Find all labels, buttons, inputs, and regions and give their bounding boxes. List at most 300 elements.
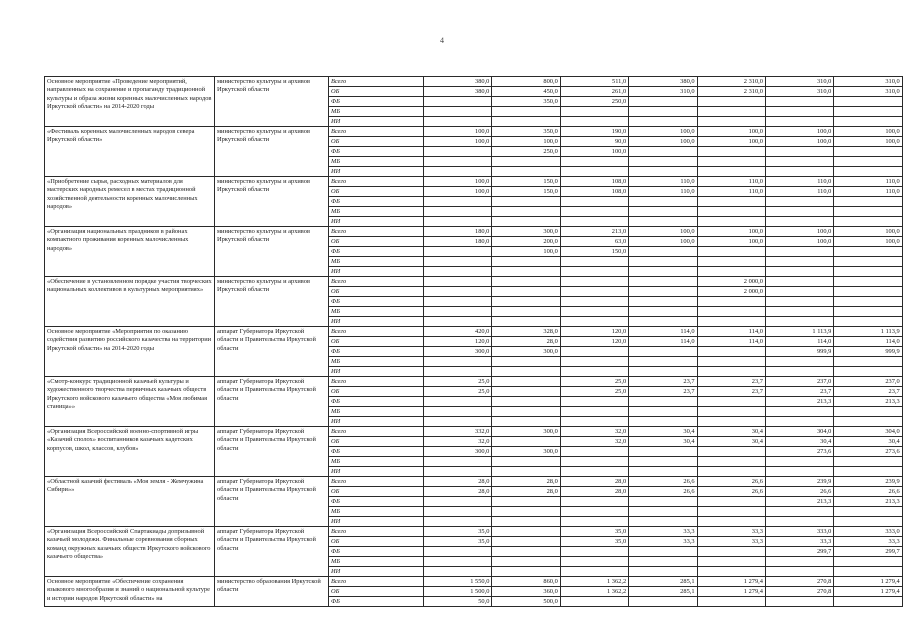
amount-cell	[765, 297, 833, 307]
amount-cell: 63,0	[560, 237, 628, 247]
amount-cell: 2 310,0	[697, 87, 765, 97]
amount-cell: 28,0	[492, 337, 560, 347]
amount-cell	[424, 567, 492, 577]
activity-name: Основное мероприятие «Обеспечение сохранения языкового многообразия и знаний о национальной культуре и истории народов Иркутской области» на	[45, 577, 215, 607]
amount-cell	[697, 307, 765, 317]
amount-cell: 114,0	[834, 337, 902, 347]
amount-cell	[560, 547, 628, 557]
amount-cell	[629, 217, 697, 227]
amount-cell	[424, 207, 492, 217]
amount-cell	[765, 597, 833, 607]
amount-cell: 350,0	[492, 127, 560, 137]
amount-cell	[629, 167, 697, 177]
activity-name: Основное мероприятие «Мероприятия по оказанию содействия развитию российского казачества на территории Иркутской области» на 2014-2020 годы	[45, 327, 215, 377]
amount-cell	[834, 457, 902, 467]
amount-cell: 35,0	[424, 537, 492, 547]
amount-cell: 285,1	[629, 587, 697, 597]
amount-cell: 237,0	[765, 377, 833, 387]
funding-source: МБ	[329, 557, 424, 567]
amount-cell	[765, 107, 833, 117]
amount-cell	[492, 527, 560, 537]
amount-cell	[834, 467, 902, 477]
funding-source: ИИ	[329, 217, 424, 227]
funding-source: Всего	[329, 327, 424, 337]
amount-cell	[629, 467, 697, 477]
funding-source: ИИ	[329, 467, 424, 477]
amount-cell	[697, 157, 765, 167]
amount-cell: 35,0	[560, 537, 628, 547]
funding-source: ОБ	[329, 337, 424, 347]
amount-cell	[560, 217, 628, 227]
responsible-organization: аппарат Губернатора Иркутской области и Правительства Иркутской области	[215, 477, 329, 527]
amount-cell: 25,0	[424, 387, 492, 397]
amount-cell	[492, 107, 560, 117]
funding-source: ИИ	[329, 167, 424, 177]
budget-table	[44, 76, 903, 607]
amount-cell: 150,0	[492, 177, 560, 187]
amount-cell	[492, 507, 560, 517]
amount-cell	[765, 167, 833, 177]
amount-cell	[697, 407, 765, 417]
funding-source: Всего	[329, 527, 424, 537]
activity-name: «Приобретение сырья, расходных материалов для мастерских народных ремесел в местах традиционной хозяйственной деятельности коренных малочисленных народов»	[45, 177, 215, 227]
amount-cell	[765, 157, 833, 167]
amount-cell	[424, 157, 492, 167]
amount-cell	[424, 147, 492, 157]
amount-cell	[765, 117, 833, 127]
amount-cell	[834, 157, 902, 167]
amount-cell	[492, 357, 560, 367]
amount-cell: 150,0	[560, 247, 628, 257]
amount-cell	[834, 267, 902, 277]
amount-cell	[765, 197, 833, 207]
amount-cell: 300,0	[492, 347, 560, 357]
amount-cell: 33,3	[629, 537, 697, 547]
amount-cell: 100,0	[834, 137, 902, 147]
funding-source: ОБ	[329, 287, 424, 297]
amount-cell	[834, 257, 902, 267]
amount-cell	[424, 167, 492, 177]
amount-cell: 25,0	[424, 377, 492, 387]
amount-cell	[424, 517, 492, 527]
amount-cell	[697, 467, 765, 477]
amount-cell	[424, 417, 492, 427]
table-row	[45, 527, 903, 537]
amount-cell	[560, 307, 628, 317]
amount-cell	[424, 97, 492, 107]
amount-cell: 1 113,9	[765, 327, 833, 337]
funding-source: Всего	[329, 477, 424, 487]
amount-cell: 328,0	[492, 327, 560, 337]
amount-cell: 28,0	[424, 487, 492, 497]
amount-cell	[629, 407, 697, 417]
funding-source: ОБ	[329, 587, 424, 597]
amount-cell	[629, 297, 697, 307]
amount-cell	[424, 197, 492, 207]
responsible-organization: аппарат Губернатора Иркутской области и Правительства Иркутской области	[215, 327, 329, 377]
amount-cell	[697, 497, 765, 507]
activity-name: «Фестиваль коренных малочисленных народов севера Иркутской области»	[45, 127, 215, 177]
amount-cell	[697, 107, 765, 117]
activity-name: «Областной казачий фестиваль «Моя земля - Жемчужина Сибири»»	[45, 477, 215, 527]
amount-cell	[629, 507, 697, 517]
amount-cell	[560, 417, 628, 427]
amount-cell	[834, 117, 902, 127]
amount-cell	[492, 307, 560, 317]
amount-cell: 110,0	[697, 187, 765, 197]
amount-cell	[560, 257, 628, 267]
amount-cell: 120,0	[560, 337, 628, 347]
amount-cell	[560, 197, 628, 207]
funding-source: ОБ	[329, 387, 424, 397]
amount-cell	[492, 267, 560, 277]
amount-cell: 100,0	[629, 137, 697, 147]
amount-cell: 23,7	[629, 387, 697, 397]
table-row	[45, 277, 903, 287]
amount-cell: 28,0	[492, 477, 560, 487]
amount-cell	[560, 107, 628, 117]
amount-cell: 1 279,4	[697, 577, 765, 587]
amount-cell	[697, 257, 765, 267]
amount-cell: 270,8	[765, 577, 833, 587]
amount-cell: 310,0	[765, 77, 833, 87]
amount-cell	[560, 367, 628, 377]
amount-cell	[424, 247, 492, 257]
table-row	[45, 477, 903, 487]
amount-cell: 250,0	[492, 147, 560, 157]
amount-cell: 33,3	[697, 527, 765, 537]
amount-cell	[629, 277, 697, 287]
amount-cell	[629, 307, 697, 317]
responsible-organization: министерство культуры и архивов Иркутской области	[215, 227, 329, 277]
amount-cell: 30,4	[765, 437, 833, 447]
amount-cell	[629, 317, 697, 327]
amount-cell: 114,0	[765, 337, 833, 347]
amount-cell: 100,0	[765, 237, 833, 247]
amount-cell: 110,0	[834, 187, 902, 197]
amount-cell: 108,0	[560, 187, 628, 197]
amount-cell: 25,0	[560, 377, 628, 387]
amount-cell	[629, 397, 697, 407]
amount-cell: 304,0	[765, 427, 833, 437]
amount-cell: 114,0	[629, 327, 697, 337]
amount-cell: 300,0	[492, 447, 560, 457]
amount-cell: 100,0	[697, 127, 765, 137]
amount-cell	[560, 357, 628, 367]
page-number: 4	[440, 36, 444, 45]
amount-cell	[697, 447, 765, 457]
amount-cell	[492, 547, 560, 557]
amount-cell: 420,0	[424, 327, 492, 337]
activity-name: «Обеспечение в установленном порядке участия творческих национальных коллективов в культурных мероприятиях»	[45, 277, 215, 327]
amount-cell: 100,0	[697, 137, 765, 147]
amount-cell	[629, 567, 697, 577]
amount-cell: 23,7	[697, 377, 765, 387]
funding-source: ИИ	[329, 417, 424, 427]
amount-cell	[424, 267, 492, 277]
responsible-organization: министерство образования Иркутской области	[215, 577, 329, 607]
amount-cell	[765, 517, 833, 527]
amount-cell	[629, 157, 697, 167]
amount-cell	[834, 107, 902, 117]
funding-source: ФБ	[329, 247, 424, 257]
funding-source: ФБ	[329, 197, 424, 207]
amount-cell: 500,0	[492, 597, 560, 607]
amount-cell	[697, 417, 765, 427]
funding-source: Всего	[329, 577, 424, 587]
amount-cell	[560, 407, 628, 417]
responsible-organization: министерство культуры и архивов Иркутской области	[215, 77, 329, 127]
amount-cell	[697, 547, 765, 557]
amount-cell: 100,0	[629, 127, 697, 137]
amount-cell: 310,0	[834, 77, 902, 87]
amount-cell: 310,0	[834, 87, 902, 97]
amount-cell	[834, 297, 902, 307]
amount-cell: 380,0	[629, 77, 697, 87]
amount-cell	[492, 207, 560, 217]
amount-cell	[492, 537, 560, 547]
funding-source: Всего	[329, 427, 424, 437]
funding-source: ФБ	[329, 597, 424, 607]
amount-cell: 333,0	[834, 527, 902, 537]
amount-cell	[697, 347, 765, 357]
amount-cell	[560, 397, 628, 407]
amount-cell	[834, 557, 902, 567]
amount-cell: 239,9	[834, 477, 902, 487]
funding-source: Всего	[329, 377, 424, 387]
amount-cell: 114,0	[697, 327, 765, 337]
amount-cell	[560, 117, 628, 127]
amount-cell: 300,0	[492, 427, 560, 437]
amount-cell: 310,0	[765, 87, 833, 97]
amount-cell: 213,3	[765, 497, 833, 507]
amount-cell	[629, 517, 697, 527]
amount-cell: 100,0	[424, 127, 492, 137]
amount-cell: 28,0	[560, 477, 628, 487]
funding-source: Всего	[329, 177, 424, 187]
amount-cell: 261,0	[560, 87, 628, 97]
amount-cell	[697, 567, 765, 577]
responsible-organization: министерство культуры и архивов Иркутской области	[215, 277, 329, 327]
amount-cell	[492, 157, 560, 167]
amount-cell	[765, 357, 833, 367]
amount-cell	[697, 267, 765, 277]
amount-cell: 100,0	[424, 137, 492, 147]
amount-cell: 26,6	[629, 477, 697, 487]
responsible-organization: министерство культуры и архивов Иркутской области	[215, 177, 329, 227]
amount-cell	[424, 107, 492, 117]
amount-cell: 26,6	[765, 487, 833, 497]
amount-cell	[629, 547, 697, 557]
amount-cell	[424, 317, 492, 327]
amount-cell	[697, 517, 765, 527]
amount-cell: 30,4	[697, 437, 765, 447]
amount-cell	[834, 317, 902, 327]
amount-cell: 333,0	[765, 527, 833, 537]
amount-cell	[765, 217, 833, 227]
amount-cell	[424, 547, 492, 557]
amount-cell: 380,0	[424, 77, 492, 87]
amount-cell: 26,6	[834, 487, 902, 497]
funding-source: ОБ	[329, 87, 424, 97]
funding-source: Всего	[329, 227, 424, 237]
amount-cell	[560, 467, 628, 477]
amount-cell	[765, 467, 833, 477]
amount-cell: 1 113,9	[834, 327, 902, 337]
funding-source: Всего	[329, 77, 424, 87]
amount-cell	[424, 297, 492, 307]
amount-cell	[834, 247, 902, 257]
amount-cell: 285,1	[629, 577, 697, 587]
amount-cell: 90,0	[560, 137, 628, 147]
amount-cell	[697, 597, 765, 607]
amount-cell: 273,6	[765, 447, 833, 457]
amount-cell	[697, 147, 765, 157]
amount-cell	[560, 317, 628, 327]
amount-cell: 360,0	[492, 587, 560, 597]
amount-cell	[424, 257, 492, 267]
amount-cell	[492, 167, 560, 177]
amount-cell	[765, 207, 833, 217]
amount-cell: 110,0	[629, 187, 697, 197]
amount-cell	[424, 467, 492, 477]
amount-cell: 300,0	[424, 347, 492, 357]
amount-cell	[424, 497, 492, 507]
amount-cell: 2 310,0	[697, 77, 765, 87]
table-row	[45, 77, 903, 87]
table-row	[45, 327, 903, 337]
amount-cell: 32,0	[424, 437, 492, 447]
amount-cell	[765, 247, 833, 257]
amount-cell: 1 279,4	[834, 587, 902, 597]
amount-cell: 30,4	[834, 437, 902, 447]
amount-cell	[834, 507, 902, 517]
funding-source: Всего	[329, 277, 424, 287]
funding-source: ИИ	[329, 367, 424, 377]
amount-cell	[834, 567, 902, 577]
funding-source: ИИ	[329, 267, 424, 277]
amount-cell	[765, 277, 833, 287]
funding-source: ОБ	[329, 437, 424, 447]
amount-cell: 304,0	[834, 427, 902, 437]
amount-cell	[629, 257, 697, 267]
amount-cell: 50,0	[424, 597, 492, 607]
amount-cell	[492, 287, 560, 297]
amount-cell: 1 362,2	[560, 587, 628, 597]
amount-cell	[765, 557, 833, 567]
funding-source: МБ	[329, 457, 424, 467]
amount-cell: 100,0	[492, 247, 560, 257]
amount-cell	[765, 367, 833, 377]
amount-cell	[697, 207, 765, 217]
amount-cell	[834, 597, 902, 607]
amount-cell	[560, 567, 628, 577]
amount-cell: 800,0	[492, 77, 560, 87]
funding-source: МБ	[329, 507, 424, 517]
amount-cell: 120,0	[424, 337, 492, 347]
amount-cell	[492, 377, 560, 387]
amount-cell	[629, 287, 697, 297]
amount-cell: 23,7	[629, 377, 697, 387]
amount-cell: 110,0	[765, 177, 833, 187]
amount-cell: 100,0	[424, 177, 492, 187]
amount-cell: 1 550,0	[424, 577, 492, 587]
amount-cell: 28,0	[492, 487, 560, 497]
amount-cell: 114,0	[697, 337, 765, 347]
amount-cell: 100,0	[697, 227, 765, 237]
amount-cell: 999,9	[834, 347, 902, 357]
amount-cell: 2 000,0	[697, 277, 765, 287]
amount-cell	[697, 197, 765, 207]
amount-cell: 100,0	[629, 237, 697, 247]
amount-cell	[424, 507, 492, 517]
activity-name: «Организация Всероссийской военно-спортивной игры «Казачий сполох» воспитанников казачьих кадетских корпусов, школ, классов, клубов»	[45, 427, 215, 477]
amount-cell	[765, 97, 833, 107]
amount-cell	[492, 557, 560, 567]
amount-cell	[424, 397, 492, 407]
amount-cell: 33,3	[629, 527, 697, 537]
amount-cell	[765, 267, 833, 277]
amount-cell	[629, 117, 697, 127]
amount-cell	[765, 457, 833, 467]
amount-cell: 350,0	[492, 97, 560, 107]
amount-cell: 213,3	[765, 397, 833, 407]
amount-cell: 100,0	[697, 237, 765, 247]
amount-cell	[834, 357, 902, 367]
amount-cell	[629, 197, 697, 207]
amount-cell	[697, 397, 765, 407]
amount-cell	[560, 287, 628, 297]
table-row	[45, 127, 903, 137]
amount-cell: 23,7	[765, 387, 833, 397]
amount-cell: 110,0	[765, 187, 833, 197]
amount-cell: 100,0	[765, 227, 833, 237]
amount-cell: 100,0	[834, 227, 902, 237]
amount-cell: 35,0	[560, 527, 628, 537]
amount-cell	[697, 97, 765, 107]
amount-cell	[834, 367, 902, 377]
amount-cell	[560, 507, 628, 517]
responsible-organization: аппарат Губернатора Иркутской области и Правительства Иркутской области	[215, 377, 329, 427]
amount-cell	[765, 407, 833, 417]
amount-cell	[492, 387, 560, 397]
activity-name: Основное мероприятие «Проведение мероприятий, направленных на сохранение и пропаганду традиционной культуры и образа жизни коренных малочисленных народов Иркутской области» на 2014-2020 годы	[45, 77, 215, 127]
amount-cell	[697, 457, 765, 467]
amount-cell	[560, 597, 628, 607]
amount-cell: 250,0	[560, 97, 628, 107]
amount-cell: 23,7	[834, 387, 902, 397]
amount-cell	[834, 287, 902, 297]
amount-cell	[560, 447, 628, 457]
amount-cell	[492, 317, 560, 327]
amount-cell: 28,0	[560, 487, 628, 497]
amount-cell: 120,0	[560, 327, 628, 337]
funding-source: Всего	[329, 127, 424, 137]
table-row	[45, 377, 903, 387]
amount-cell: 100,0	[765, 127, 833, 137]
amount-cell	[765, 147, 833, 157]
amount-cell	[424, 287, 492, 297]
funding-source: МБ	[329, 107, 424, 117]
amount-cell	[629, 347, 697, 357]
amount-cell: 299,7	[834, 547, 902, 557]
amount-cell: 30,4	[697, 427, 765, 437]
amount-cell	[560, 347, 628, 357]
amount-cell: 2 000,0	[697, 287, 765, 297]
funding-source: ИИ	[329, 567, 424, 577]
amount-cell	[492, 117, 560, 127]
amount-cell	[492, 397, 560, 407]
